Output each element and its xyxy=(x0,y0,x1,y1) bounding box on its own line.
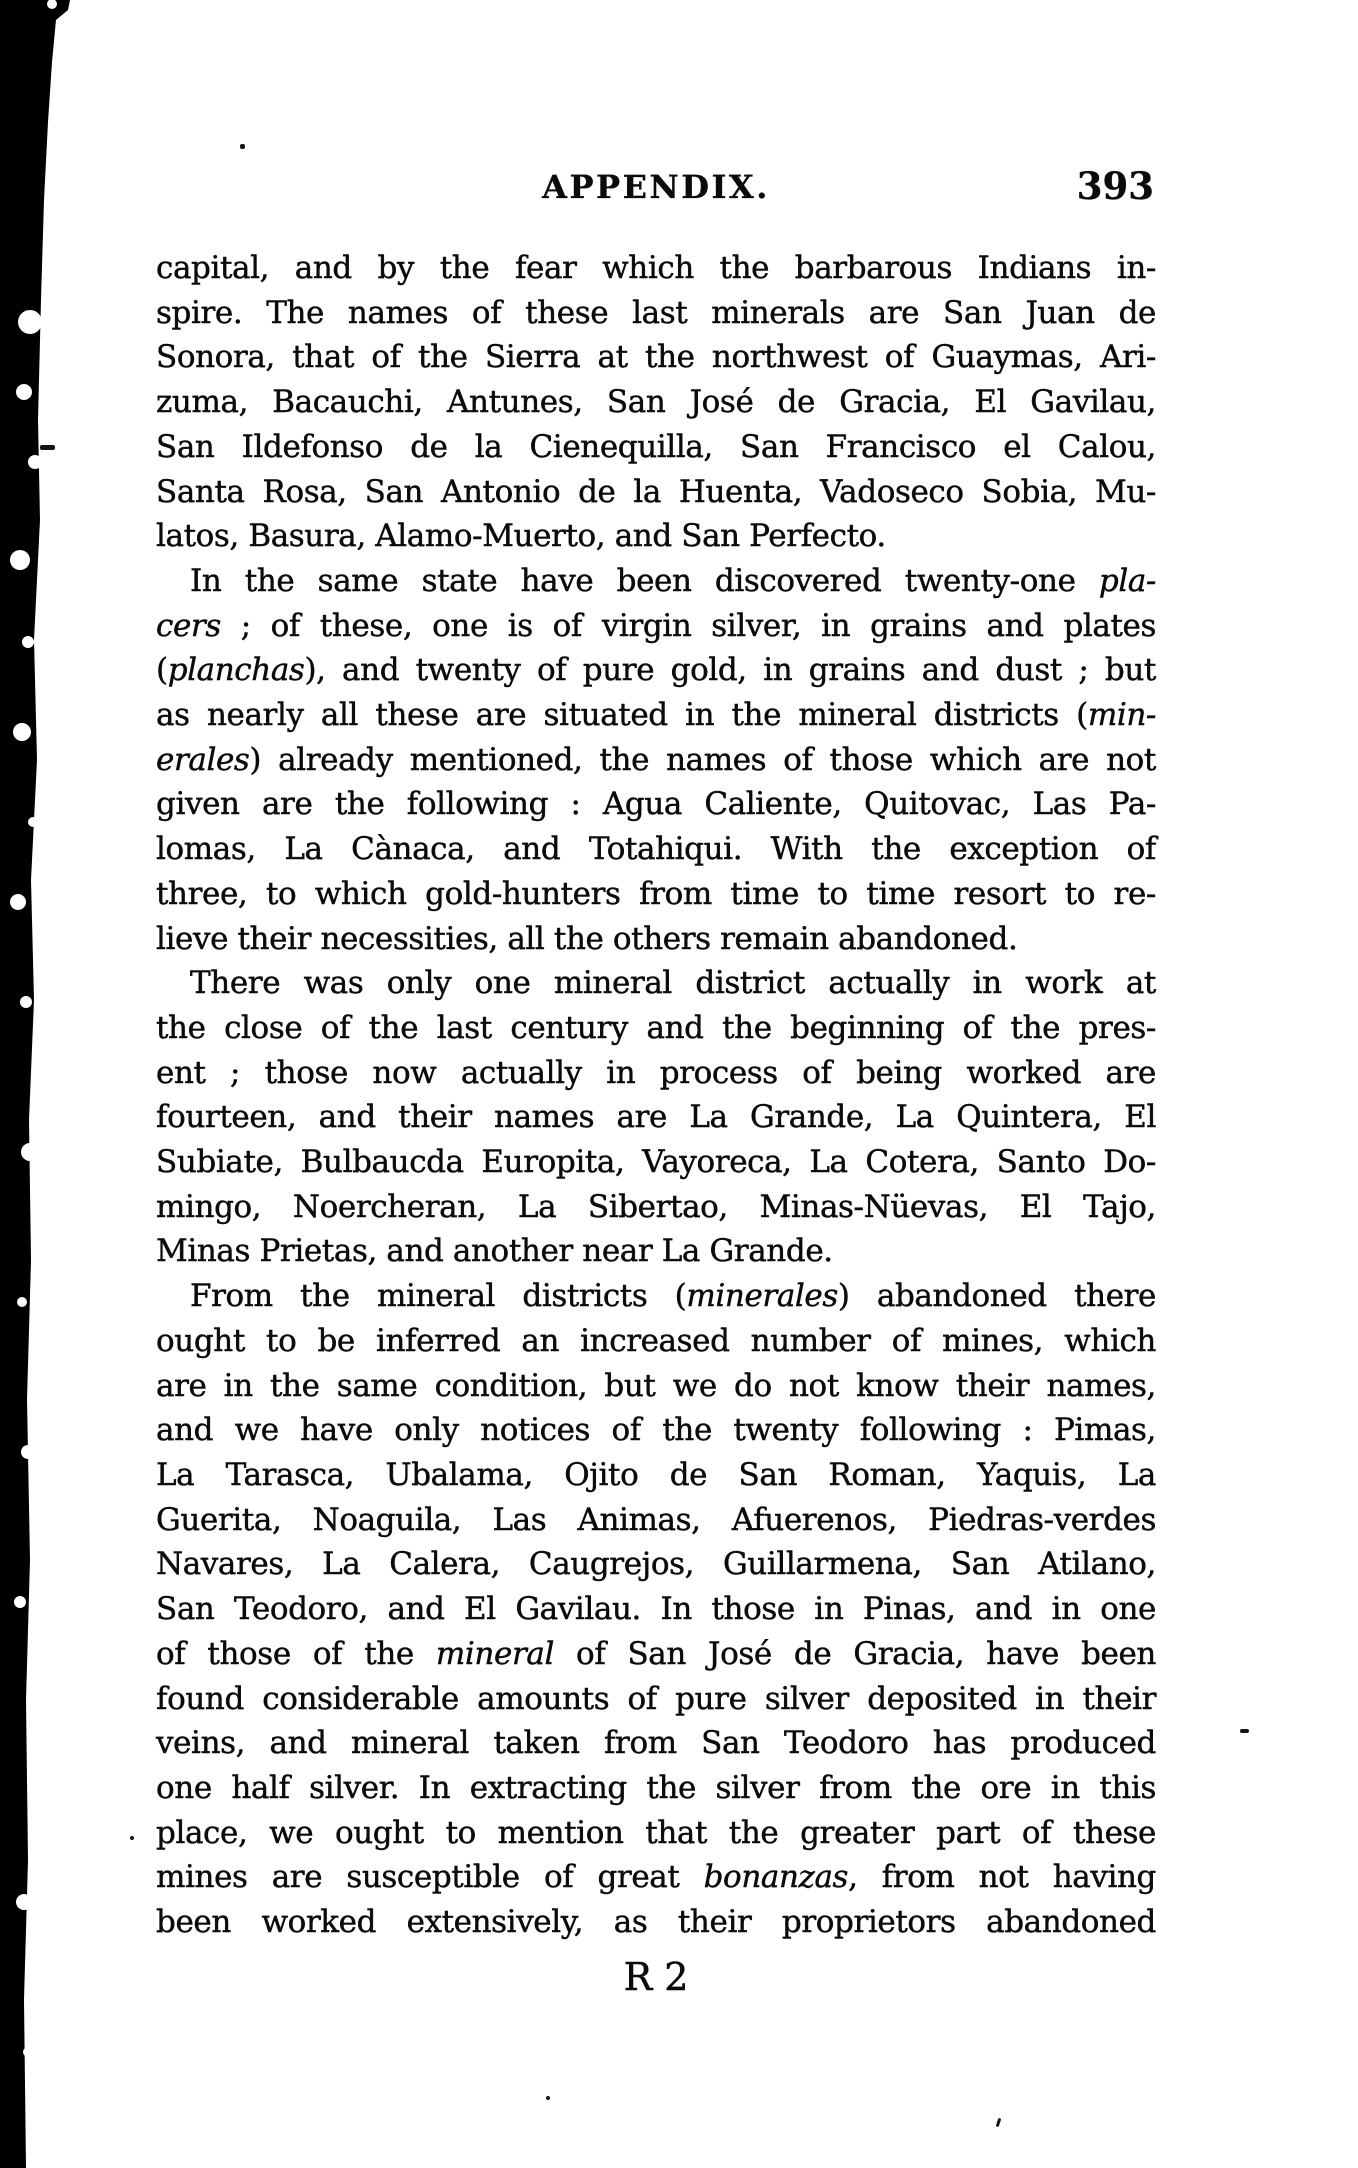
text-line xyxy=(156,1408,1156,1453)
text-line xyxy=(156,1542,1156,1587)
text-line xyxy=(156,1229,1156,1274)
body-text xyxy=(156,246,1156,1945)
text-line xyxy=(156,827,1156,872)
italic-text-segment: bonanzas xyxy=(703,1859,849,1896)
text-line xyxy=(156,693,1156,738)
italic-text-segment: planchas xyxy=(167,652,305,689)
italic-text-segment: pla- xyxy=(1098,562,1156,599)
text-segment: ent ; those now actually in process of being worked are xyxy=(156,1054,1156,1091)
text-segment: capital, and by the fear which the barbarous Indians in- xyxy=(156,250,1156,286)
text-segment: La Tarasca, Ubalama, Ojito de San Roman, Yaquis, La xyxy=(156,1456,1156,1493)
text-segment: San Teodoro, and El Gavilau. In those in Pinas, and in one xyxy=(156,1591,1156,1628)
italic-text-segment: min- xyxy=(1087,697,1156,734)
binding-edge-artifact xyxy=(0,0,90,2168)
page-number: 393 xyxy=(1076,164,1154,208)
text-segment: Minas Prietas, and another near La Grande. xyxy=(156,1233,833,1270)
text-segment: ), and twenty of pure gold, in grains and dust ; but xyxy=(304,652,1156,689)
text-line xyxy=(156,1364,1156,1409)
text-line xyxy=(156,380,1156,425)
text-segment: found considerable amounts of pure silver deposited in their xyxy=(156,1680,1156,1717)
text-line xyxy=(156,1766,1156,1811)
running-head xyxy=(156,164,1156,216)
text-line xyxy=(156,738,1156,783)
text-segment: spire. The names of these last minerals are San Juan de xyxy=(156,294,1156,331)
text-segment: and we have only notices of the twenty following : Pimas, xyxy=(156,1412,1156,1449)
text-segment: lomas, La Cànaca, and Totahiqui. With the exception of xyxy=(156,831,1156,868)
text-line xyxy=(156,1811,1156,1856)
text-segment: place, we ought to mention that the greater part of these xyxy=(156,1814,1156,1851)
text-line xyxy=(156,1051,1156,1096)
text-line xyxy=(156,917,1156,962)
text-line xyxy=(156,1900,1156,1945)
text-line xyxy=(156,604,1156,649)
italic-text-segment: mineral xyxy=(435,1635,554,1672)
ink-speck xyxy=(996,2118,1002,2127)
ink-speck xyxy=(240,144,245,149)
text-line xyxy=(156,335,1156,380)
text-segment: one half silver. In extracting the silver from the ore in this xyxy=(156,1769,1156,1806)
text-segment: as nearly all these are situated in the mineral districts ( xyxy=(156,697,1088,734)
ink-speck xyxy=(40,445,55,450)
text-segment: Navares, La Calera, Caugrejos, Guillarmena, San Atilano, xyxy=(156,1546,1156,1583)
text-line xyxy=(156,1095,1156,1140)
text-line xyxy=(156,291,1156,336)
text-segment: latos, Basura, Alamo-Muerto, and San Perfecto. xyxy=(156,518,886,555)
text-line xyxy=(156,246,1156,291)
text-line xyxy=(156,782,1156,827)
text-segment: zuma, Bacauchi, Antunes, San José de Gracia, El Gavilau, xyxy=(156,384,1156,421)
text-segment: ( xyxy=(156,652,168,689)
text-segment: San Ildefonso de la Cienequilla, San Francisco el Calou, xyxy=(156,428,1156,465)
italic-text-segment: minerales xyxy=(686,1278,838,1315)
text-segment: of San José de Gracia, have been xyxy=(553,1635,1156,1672)
text-segment: given are the following : Agua Caliente, Quitovac, Las Pa- xyxy=(156,786,1156,823)
text-segment: Sonora, that of the Sierra at the northwest of Guaymas, Ari- xyxy=(156,339,1156,376)
text-segment: the close of the last century and the beginning of the pres- xyxy=(156,1009,1156,1046)
text-segment: mines are susceptible of great xyxy=(156,1859,704,1896)
text-segment: From the mineral districts ( xyxy=(190,1278,687,1315)
text-segment: fourteen, and their names are La Grande, La Quintera, El xyxy=(156,1099,1156,1136)
text-segment: veins, and mineral taken from San Teodoro has produced xyxy=(156,1725,1156,1762)
text-line xyxy=(156,1721,1156,1766)
page-header-title: APPENDIX. xyxy=(542,168,770,206)
text-line xyxy=(156,1453,1156,1498)
text-segment: In the same state have been discovered twenty-one xyxy=(190,562,1099,599)
text-segment: Subiate, Bulbaucda Europita, Vayoreca, La Cotera, Santo Do- xyxy=(156,1144,1156,1181)
text-line xyxy=(156,1498,1156,1543)
text-line xyxy=(156,514,1156,559)
text-line xyxy=(156,1677,1156,1722)
text-segment: of those of the xyxy=(156,1635,436,1672)
text-segment: are in the same condition, but we do not know their names, xyxy=(156,1367,1156,1404)
text-segment: There was only one mineral district actually in work at xyxy=(190,965,1156,1002)
text-line xyxy=(156,559,1156,604)
text-line xyxy=(156,1006,1156,1051)
text-line xyxy=(156,470,1156,515)
text-segment: , from not having xyxy=(848,1859,1156,1896)
text-segment: been worked extensively, as their proprietors abandoned xyxy=(156,1904,1156,1941)
ink-speck xyxy=(130,1836,134,1840)
text-line xyxy=(156,1632,1156,1677)
text-segment: ; of these, one is of virgin silver, in grains and plates xyxy=(220,607,1156,644)
italic-text-segment: cers xyxy=(156,607,221,644)
italic-text-segment: erales xyxy=(156,741,250,778)
text-segment: three, to which gold-hunters from time to time resort to re- xyxy=(156,875,1156,912)
text-segment: ) already mentioned, the names of those which are not xyxy=(249,741,1156,778)
text-line xyxy=(156,1319,1156,1364)
text-line xyxy=(156,1587,1156,1632)
text-segment: Santa Rosa, San Antonio de la Huenta, Vadoseco Sobia, Mu- xyxy=(156,473,1156,510)
text-line xyxy=(156,1855,1156,1900)
ink-speck xyxy=(1240,1729,1249,1733)
text-segment: ought to be inferred an increased number of mines, which xyxy=(156,1322,1156,1359)
text-line xyxy=(156,1274,1156,1319)
text-line xyxy=(156,872,1156,917)
ink-speck xyxy=(546,2096,550,2100)
text-segment: Guerita, Noaguila, Las Animas, Afuerenos, Piedras-verdes xyxy=(156,1501,1156,1538)
text-line xyxy=(156,961,1156,1006)
text-segment: lieve their necessities, all the others remain abandoned. xyxy=(156,920,1018,957)
signature-mark: R 2 xyxy=(623,1955,689,1999)
text-line xyxy=(156,1140,1156,1185)
text-line xyxy=(156,648,1156,693)
text-segment: mingo, Noercheran, La Sibertao, Minas-Nüevas, El Tajo, xyxy=(156,1188,1156,1225)
text-segment: ) abandoned there xyxy=(837,1278,1157,1315)
text-line xyxy=(156,1185,1156,1230)
text-line xyxy=(156,425,1156,470)
